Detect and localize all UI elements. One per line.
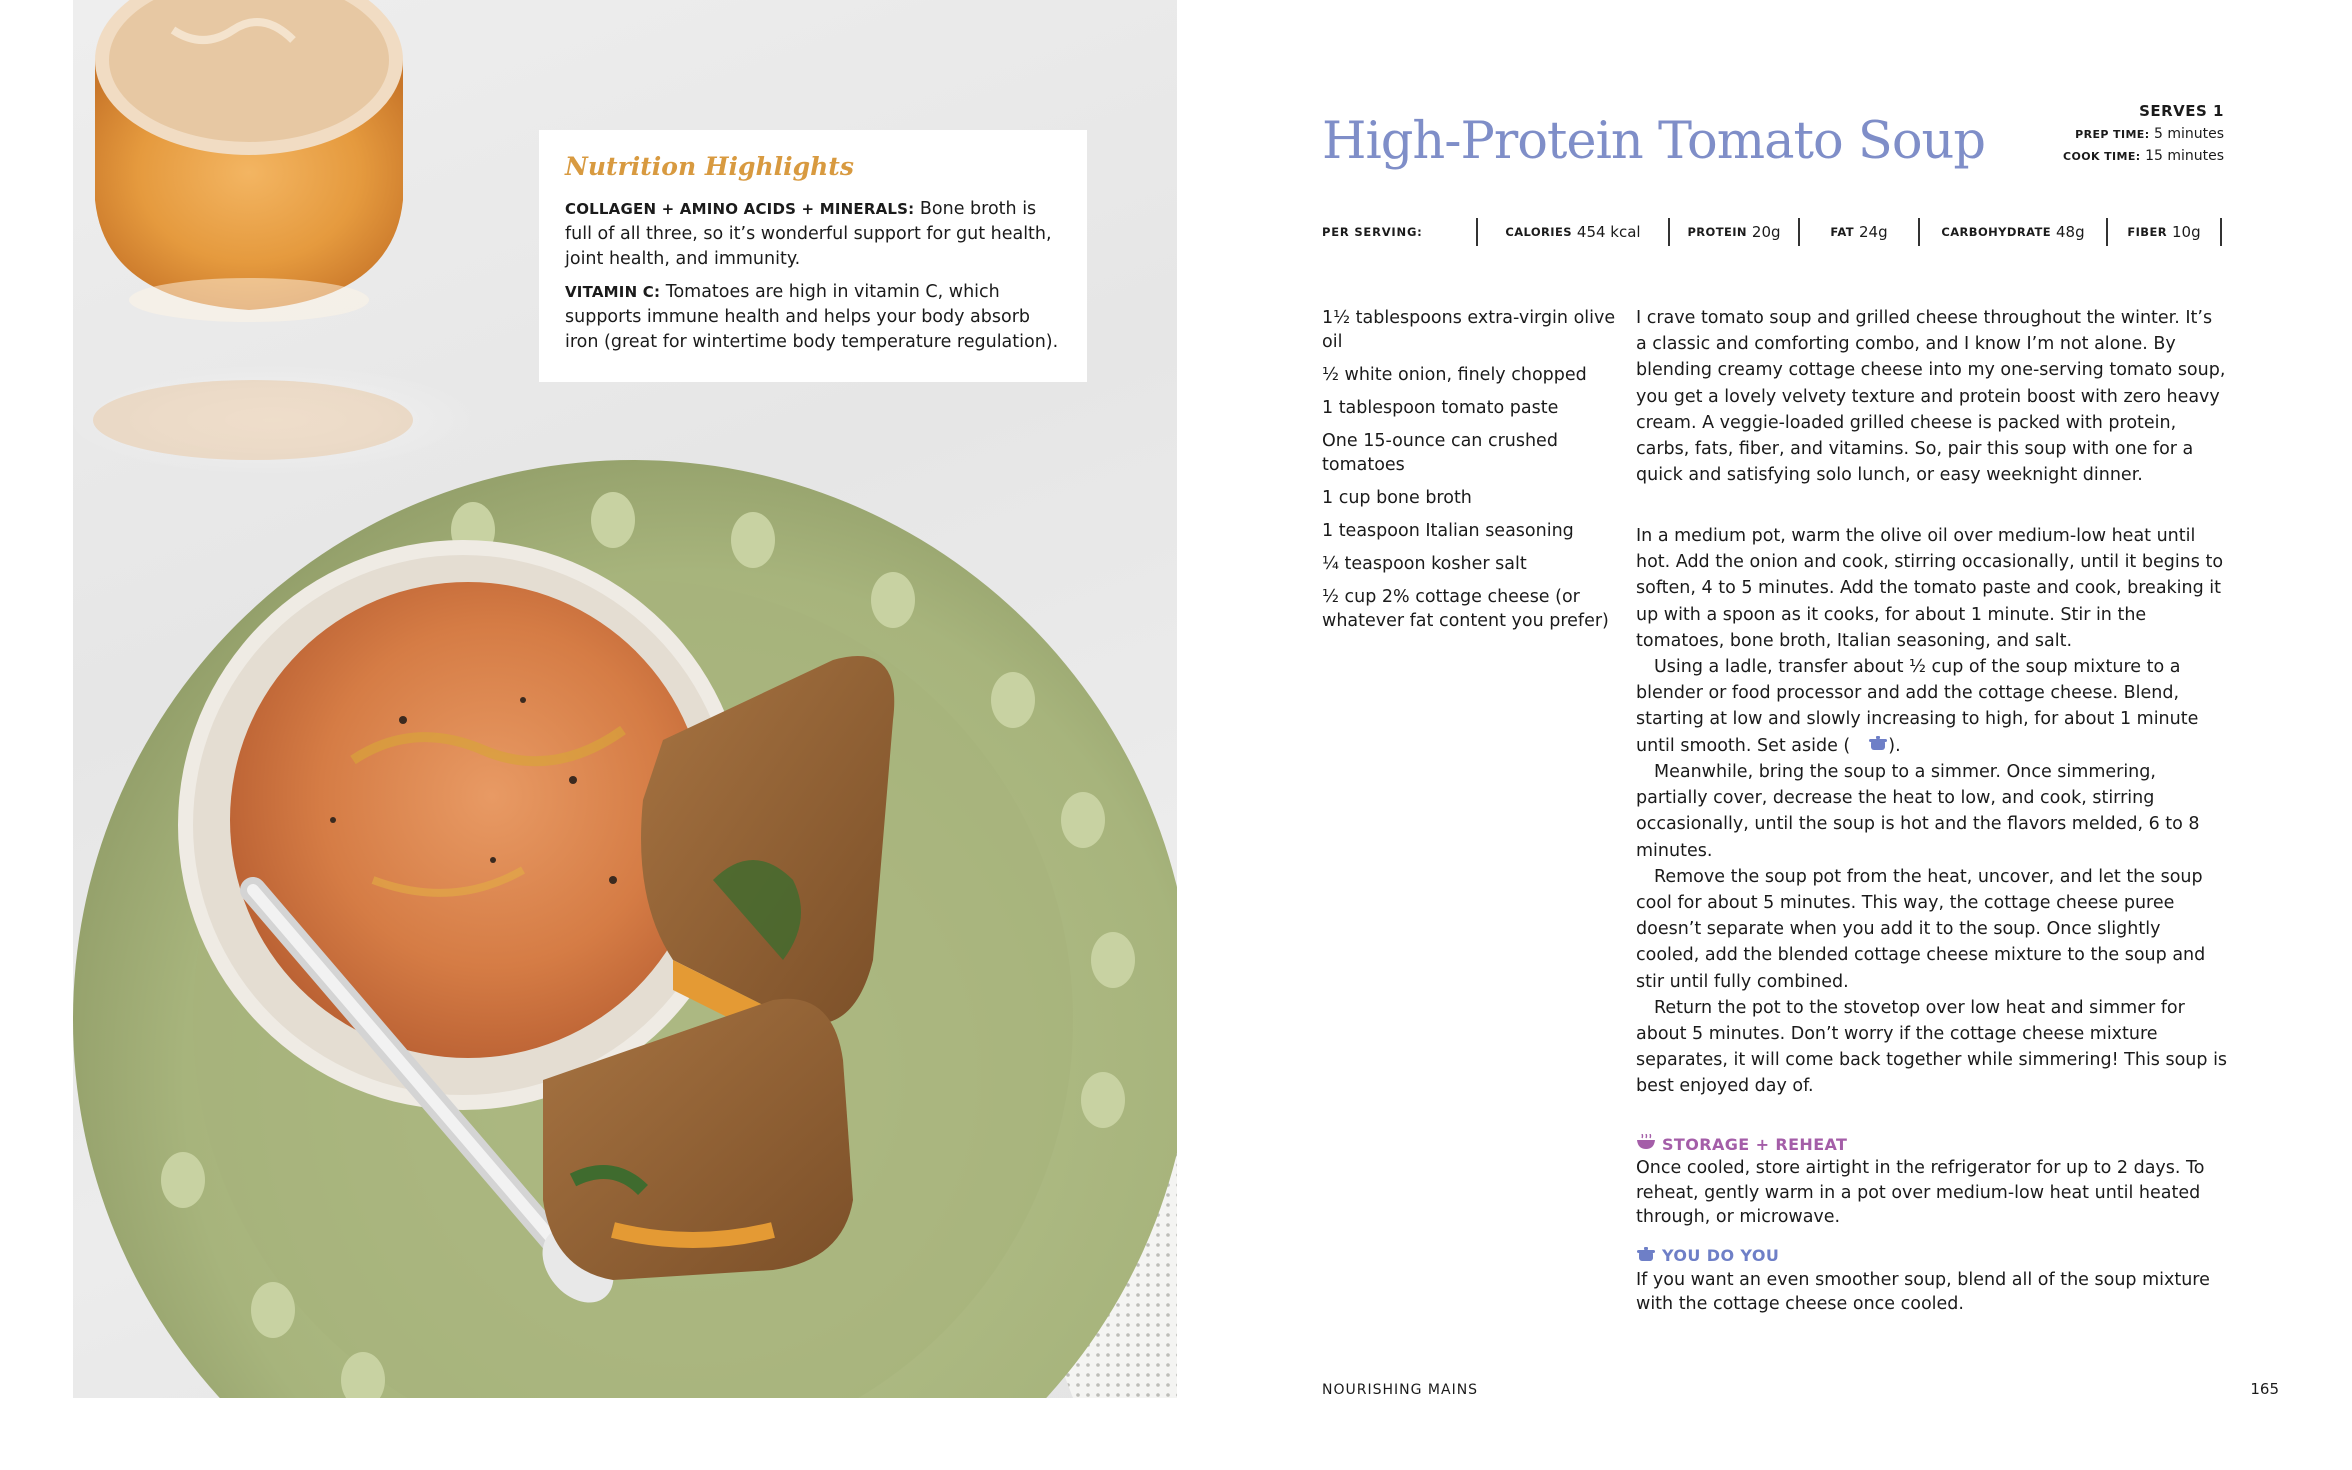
nutrition-label: FIBER <box>2127 225 2167 239</box>
beer-glass <box>93 0 413 460</box>
cook-time-value: 15 minutes <box>2145 148 2224 164</box>
nutrition-value: 454 kcal <box>1576 223 1641 241</box>
recipe-tips <box>1636 1134 2228 1333</box>
prep-time <box>2063 126 2224 142</box>
serving-info <box>2063 102 2224 170</box>
nutrition-highlights-title: Nutrition Highlights <box>565 152 854 181</box>
divider <box>2220 218 2222 246</box>
recipe-intro: I crave tomato soup and grilled cheese throughout the winter. It’s a classic and comforting combo, and I know I’m not alone. By blending creamy cottage cheese into my one-serving tomato soup, you get a lovely velvety texture and protein boost with zero heavy cream. A veggie-loaded grilled cheese is packed with protein, carbs, fats, fiber, and vitamins. So, pair this soup with one for a quick and satisfying solo lunch, or easy weeknight dinner. <box>1636 308 2226 486</box>
method-step: Remove the soup pot from the heat, uncover, and let the soup cool for about 5 minutes. This way, the cottage cheese puree doesn’t separate when you add it to the soup. Once slightly cooled, add the blended cottage cheese mixture to the soup and stir until fully combined. <box>1636 866 2206 992</box>
you-do-you-text: If you want an even smoother soup, blend all of the soup mixture with the cottage cheese once cooled. <box>1636 1269 2210 1315</box>
pot-icon <box>1636 1246 1656 1266</box>
nutrition-highlight-lead: COLLAGEN + AMINO ACIDS + MINERALS: <box>565 200 915 218</box>
ingredient-item: One 15-ounce can crushed tomatoes <box>1322 431 1558 475</box>
section-name: NOURISHING MAINS <box>1322 1382 1479 1398</box>
ingredient-item: 1 cup bone broth <box>1322 488 1472 508</box>
pot-icon <box>1850 733 1888 759</box>
nutrition-fiber <box>2108 223 2220 241</box>
you-do-you-title: YOU DO YOU <box>1662 1246 1780 1266</box>
nutrition-label: PROTEIN <box>1687 225 1747 239</box>
nutrition-label: FAT <box>1830 225 1854 239</box>
storage-reheat-text: Once cooled, store airtight in the refrigerator for up to 2 days. To reheat, gently warm in a pot over medium-low heat until heated through, or microwave. <box>1636 1158 2205 1228</box>
nutrition-highlight-text: Bone broth is full of all three, so it’s wonderful support for gut health, joint health, and immunity. <box>565 199 1052 269</box>
nutrition-calories <box>1478 223 1668 241</box>
method-step-text: Using a ladle, transfer about ½ cup of the soup mixture to a blender or food processor and add the cottage cheese. Blend, starting at low and slowly increasing to high, for about 1 minute until smooth. Set aside ( <box>1636 657 2199 756</box>
ingredient-item: 1 teaspoon Italian seasoning <box>1322 521 1574 541</box>
nutrition-value: 10g <box>2172 223 2201 241</box>
nutrition-value: 24g <box>1858 223 1888 241</box>
nutrition-protein <box>1670 223 1798 241</box>
prep-time-value: 5 minutes <box>2153 126 2224 142</box>
method-step <box>1636 654 2228 759</box>
nutrition-highlight-lead: VITAMIN C: <box>565 283 661 301</box>
method-step: Return the pot to the stovetop over low heat and simmer for about 5 minutes. Don’t worry if the cottage cheese mixture separates, it will come back together while simmering! This soup is best enjoyed day of. <box>1636 997 2228 1097</box>
nutrition-highlights-box <box>539 130 1087 382</box>
recipe-title: High-Protein Tomato Soup <box>1322 112 1986 171</box>
nutrition-fat <box>1800 223 1918 241</box>
prep-time-label: PREP TIME: <box>2075 128 2150 141</box>
you-do-you-heading <box>1636 1246 2228 1266</box>
page-number: 165 <box>2250 1380 2279 1398</box>
nutrition-carbohydrate <box>1920 223 2106 241</box>
ingredient-item: 1½ tablespoons extra-virgin olive oil <box>1322 308 1616 352</box>
nutrition-label: CARBOHYDRATE <box>1941 225 2051 239</box>
storage-reheat-heading <box>1636 1134 2228 1154</box>
nutrition-label: CALORIES <box>1505 225 1572 239</box>
per-serving-label: PER SERVING: <box>1322 225 1423 239</box>
nutrition-highlight-collagen <box>565 197 1061 272</box>
storage-reheat-title: STORAGE + REHEAT <box>1662 1134 1848 1154</box>
cook-time <box>2063 148 2224 164</box>
method-step: Meanwhile, bring the soup to a simmer. Once simmering, partially cover, decrease the heat to low, and cook, stirring occasionally, until the soup is hot and the flavors melded, 6 to 8 minutes. <box>1636 761 2200 861</box>
recipe-method <box>1636 523 2228 1100</box>
nutrition-value: 20g <box>1751 223 1781 241</box>
bowl-icon <box>1636 1134 1656 1154</box>
nutrition-highlight-vitamin-c <box>565 280 1061 355</box>
ingredient-list <box>1322 306 1622 642</box>
per-serving-nutrition <box>1322 218 2224 246</box>
nutrition-highlight-text: Tomatoes are high in vitamin C, which supports immune health and helps your body absorb iron (great for wintertime body temperature regulation). <box>565 282 1059 352</box>
nutrition-value: 48g <box>2056 223 2085 241</box>
recipe-photo <box>73 0 1177 1398</box>
ingredient-item: ½ cup 2% cottage cheese (or whatever fat content you prefer) <box>1322 587 1609 631</box>
ingredient-item: ¼ teaspoon kosher salt <box>1322 554 1527 574</box>
method-step-text: ). <box>1888 735 1901 756</box>
ingredient-item: ½ white onion, finely chopped <box>1322 365 1587 385</box>
ingredient-item: 1 tablespoon tomato paste <box>1322 398 1559 418</box>
cook-time-label: COOK TIME: <box>2063 150 2141 163</box>
method-step: In a medium pot, warm the olive oil over medium-low heat until hot. Add the onion and cook, stirring occasionally, until it begins to soften, 4 to 5 minutes. Add the tomato paste and cook, breaking it up with a spoon as it cooks, for about 1 minute. Stir in the tomatoes, bone broth, Italian seasoning, and salt. <box>1636 526 2224 651</box>
serves-count: SERVES 1 <box>2139 102 2224 120</box>
